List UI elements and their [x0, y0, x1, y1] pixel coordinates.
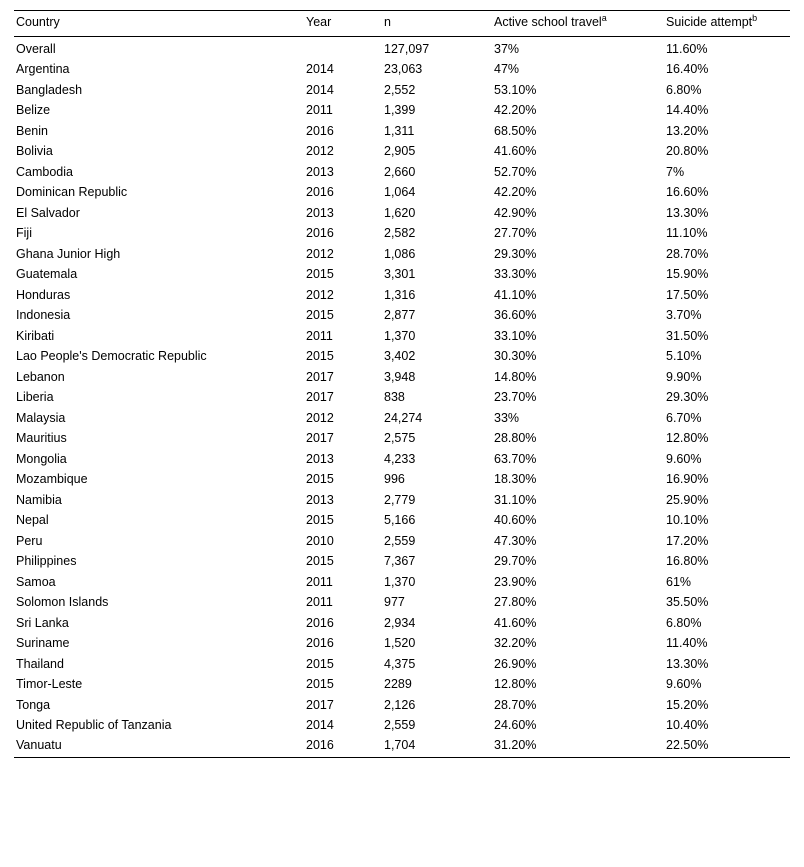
cell-n: 7,367 [384, 554, 416, 569]
cell-country: Malaysia [16, 410, 66, 425]
cell-active_school_travel: 29.30% [494, 246, 537, 261]
cell-country: Bolivia [16, 144, 53, 159]
cell-active_school_travel: 41.60% [494, 144, 537, 159]
table-row [14, 469, 790, 489]
cell-n: 977 [384, 595, 405, 610]
table-row [14, 571, 790, 591]
table-row [14, 612, 790, 632]
cell-n: 3,402 [384, 349, 416, 364]
cell-year: 2016 [306, 185, 334, 200]
cell-suicide_attempt: 13.20% [666, 123, 709, 138]
cell-n: 2,552 [384, 82, 416, 97]
cell-year: 2016 [306, 615, 334, 630]
cell-active_school_travel: 26.90% [494, 656, 537, 671]
cell-n: 3,301 [384, 267, 416, 282]
cell-suicide_attempt: 35.50% [666, 595, 709, 610]
table-row [14, 37, 790, 60]
cell-suicide_attempt: 28.70% [666, 246, 709, 261]
column-header-year [304, 11, 382, 37]
column-header-label: Suicide attempt [666, 15, 753, 29]
cell-active_school_travel: 27.80% [494, 595, 537, 610]
table-row [14, 59, 790, 79]
cell-year: 2012 [306, 410, 334, 425]
cell-year: 2017 [306, 390, 334, 405]
cell-active_school_travel: 42.90% [494, 205, 537, 220]
cell-year: 2015 [306, 554, 334, 569]
cell-active_school_travel: 47.30% [494, 533, 537, 548]
footnote-marker: b [752, 12, 758, 23]
cell-suicide_attempt: 11.10% [666, 226, 708, 241]
cell-country: Peru [16, 533, 43, 548]
cell-country: Samoa [16, 574, 56, 589]
cell-suicide_attempt: 15.90% [666, 267, 709, 282]
table-row [14, 551, 790, 571]
cell-year: 2011 [306, 328, 333, 343]
cell-suicide_attempt: 12.80% [666, 431, 709, 446]
table-row [14, 510, 790, 530]
cell-suicide_attempt: 17.20% [666, 533, 709, 548]
cell-country: Namibia [16, 492, 62, 507]
column-header-label: Year [306, 15, 332, 29]
cell-country: Mauritius [16, 431, 67, 446]
cell-year: 2015 [306, 472, 334, 487]
cell-n: 2289 [384, 677, 412, 692]
column-header-active_school_travel [492, 11, 664, 37]
cell-country: Mozambique [16, 472, 88, 487]
table-row [14, 121, 790, 141]
table-row [14, 448, 790, 468]
cell-n: 2,575 [384, 431, 416, 446]
cell-n: 2,660 [384, 164, 416, 179]
table-row [14, 633, 790, 653]
cell-suicide_attempt: 31.50% [666, 328, 709, 343]
table-row [14, 346, 790, 366]
cell-suicide_attempt: 6.70% [666, 410, 702, 425]
cell-n: 2,582 [384, 226, 416, 241]
cell-suicide_attempt: 14.40% [666, 103, 709, 118]
cell-year: 2017 [306, 369, 334, 384]
cell-suicide_attempt: 10.40% [666, 717, 709, 732]
cell-n: 1,620 [384, 205, 416, 220]
cell-n: 1,704 [382, 735, 492, 758]
cell-year: 2016 [306, 226, 334, 241]
cell-suicide_attempt: 16.80% [666, 554, 709, 569]
cell-active_school_travel: 42.20% [494, 103, 537, 118]
cell-active_school_travel: 53.10% [494, 82, 537, 97]
cell-n: 5,166 [384, 513, 416, 528]
cell-year: 2013 [306, 164, 334, 179]
cell-n: 4,233 [384, 451, 416, 466]
cell-country: Cambodia [16, 164, 73, 179]
column-header-label: Active school travel [494, 15, 602, 29]
cell-year: 2010 [306, 533, 334, 548]
cell-country: Philippines [16, 554, 77, 569]
cell-country: Tonga [16, 697, 51, 712]
country-statistics-table [14, 10, 790, 758]
cell-n: 127,097 [384, 42, 430, 56]
table-row [14, 285, 790, 305]
column-header-country [14, 11, 304, 37]
cell-active_school_travel: 40.60% [494, 513, 537, 528]
table-row [14, 244, 790, 264]
cell-year: 2014 [306, 717, 334, 732]
cell-suicide_attempt: 3.70% [666, 308, 702, 323]
cell-suicide_attempt: 6.80% [666, 615, 702, 630]
cell-active_school_travel: 23.70% [494, 390, 537, 405]
cell-country: Bangladesh [16, 82, 83, 97]
cell-suicide_attempt: 9.60% [666, 677, 702, 692]
table-header-row [14, 11, 790, 37]
cell-country: Guatemala [16, 267, 78, 282]
table-row [14, 141, 790, 161]
cell-active_school_travel: 41.10% [494, 287, 537, 302]
column-header-label: Country [16, 15, 60, 29]
cell-country: Liberia [16, 390, 54, 405]
cell-year: 2015 [306, 513, 334, 528]
cell-n: 1,520 [384, 636, 416, 651]
table-row [14, 387, 790, 407]
cell-year: 2016 [306, 123, 334, 138]
cell-country: Honduras [16, 287, 71, 302]
table-row [14, 203, 790, 223]
cell-n: 2,905 [384, 144, 416, 159]
cell-active_school_travel: 33% [494, 410, 520, 425]
cell-country: Vanuatu [14, 735, 304, 758]
cell-country: Kiribati [16, 328, 55, 343]
cell-n: 2,559 [384, 717, 416, 732]
cell-suicide_attempt: 15.20% [666, 697, 709, 712]
cell-active_school_travel: 28.70% [494, 697, 537, 712]
cell-active_school_travel: 47% [494, 62, 520, 77]
cell-active_school_travel: 14.80% [494, 369, 537, 384]
cell-active_school_travel: 41.60% [494, 615, 537, 630]
table-row [14, 592, 790, 612]
table-row [14, 530, 790, 550]
cell-suicide_attempt: 11.40% [666, 636, 708, 651]
cell-country: Ghana Junior High [16, 246, 121, 261]
cell-year: 2011 [306, 574, 333, 589]
cell-active_school_travel: 37% [494, 42, 520, 56]
cell-active_school_travel: 31.10% [494, 492, 537, 507]
cell-year: 2015 [306, 349, 334, 364]
table-row [14, 489, 790, 509]
cell-n: 24,274 [384, 410, 423, 425]
cell-year: 2014 [306, 82, 334, 97]
table-row [14, 182, 790, 202]
cell-country: Mongolia [16, 451, 67, 466]
cell-active_school_travel: 12.80% [494, 677, 537, 692]
cell-n: 23,063 [384, 62, 423, 77]
cell-suicide_attempt: 13.30% [666, 205, 709, 220]
column-header-label: n [384, 15, 391, 29]
table-row [14, 694, 790, 714]
table-row [14, 428, 790, 448]
cell-n: 1,399 [384, 103, 416, 118]
cell-year: 2016 [306, 636, 334, 651]
table-row [14, 715, 790, 735]
cell-country: Fiji [16, 226, 32, 241]
table-row [14, 162, 790, 182]
cell-year: 2013 [306, 492, 334, 507]
cell-n: 2,934 [384, 615, 416, 630]
cell-active_school_travel: 29.70% [494, 554, 537, 569]
table-row [14, 305, 790, 325]
footnote-marker: a [601, 12, 607, 23]
cell-n: 2,126 [384, 697, 416, 712]
cell-country: Solomon Islands [16, 595, 109, 610]
cell-year: 2012 [306, 287, 334, 302]
cell-n: 2,877 [384, 308, 416, 323]
cell-n: 1,370 [384, 328, 416, 343]
cell-suicide_attempt: 7% [666, 164, 685, 179]
cell-active_school_travel: 23.90% [494, 574, 537, 589]
table-row [14, 366, 790, 386]
cell-country: Nepal [16, 513, 49, 528]
table-row [14, 653, 790, 673]
cell-suicide_attempt: 20.80% [666, 144, 709, 159]
cell-year: 2015 [306, 677, 334, 692]
cell-suicide_attempt: 5.10% [666, 349, 702, 364]
cell-n: 2,559 [384, 533, 416, 548]
cell-active_school_travel: 42.20% [494, 185, 537, 200]
cell-active_school_travel: 52.70% [494, 164, 537, 179]
cell-active_school_travel: 28.80% [494, 431, 537, 446]
table-row [14, 264, 790, 284]
cell-year: 2013 [306, 451, 334, 466]
cell-n: 2,779 [384, 492, 416, 507]
cell-suicide_attempt: 6.80% [666, 82, 702, 97]
cell-country: Suriname [16, 636, 70, 651]
cell-country: Lao People's Democratic Republic [16, 349, 207, 364]
table-row [14, 223, 790, 243]
cell-n: 1,311 [384, 123, 415, 138]
cell-active_school_travel: 27.70% [494, 226, 537, 241]
table-body [14, 37, 790, 758]
table-row [14, 674, 790, 694]
cell-active_school_travel: 36.60% [494, 308, 537, 323]
cell-suicide_attempt: 16.60% [666, 185, 709, 200]
column-header-n [382, 11, 492, 37]
table-row [14, 407, 790, 427]
cell-suicide_attempt: 17.50% [666, 287, 709, 302]
cell-active_school_travel: 63.70% [494, 451, 537, 466]
cell-suicide_attempt: 22.50% [664, 735, 790, 758]
cell-active_school_travel: 24.60% [494, 717, 537, 732]
cell-n: 3,948 [384, 369, 416, 384]
cell-active_school_travel: 30.30% [494, 349, 537, 364]
cell-year: 2011 [306, 595, 333, 610]
cell-year: 2017 [306, 697, 334, 712]
cell-suicide_attempt: 25.90% [666, 492, 709, 507]
cell-year: 2017 [306, 431, 334, 446]
cell-active_school_travel: 33.30% [494, 267, 537, 282]
cell-suicide_attempt: 16.40% [666, 62, 709, 77]
cell-country: United Republic of Tanzania [16, 717, 172, 732]
cell-suicide_attempt: 13.30% [666, 656, 709, 671]
cell-country: Lebanon [16, 369, 65, 384]
cell-country: Sri Lanka [16, 615, 69, 630]
cell-country: Benin [16, 123, 48, 138]
table-row [14, 735, 790, 758]
cell-country: El Salvador [16, 205, 80, 220]
cell-suicide_attempt: 9.90% [666, 369, 702, 384]
cell-country: Indonesia [16, 308, 71, 323]
cell-year: 2015 [306, 656, 334, 671]
cell-year [304, 37, 382, 60]
cell-active_school_travel: 18.30% [494, 472, 537, 487]
cell-active_school_travel: 32.20% [494, 636, 537, 651]
cell-n: 996 [384, 472, 405, 487]
cell-year: 2016 [304, 735, 382, 758]
cell-suicide_attempt: 9.60% [666, 451, 702, 466]
cell-year: 2011 [306, 103, 333, 118]
table-row [14, 100, 790, 120]
cell-active_school_travel: 68.50% [494, 123, 537, 138]
table-row [14, 80, 790, 100]
cell-country: Argentina [16, 62, 70, 77]
cell-suicide_attempt: 61% [666, 574, 692, 589]
cell-n: 838 [384, 390, 405, 405]
cell-suicide_attempt: 10.10% [666, 513, 709, 528]
table-row [14, 325, 790, 345]
cell-country: Thailand [16, 656, 64, 671]
cell-year: 2014 [306, 62, 334, 77]
cell-n: 1,086 [384, 246, 416, 261]
cell-country: Dominican Republic [16, 185, 128, 200]
column-header-suicide_attempt [664, 11, 790, 37]
cell-active_school_travel: 31.20% [492, 735, 664, 758]
cell-year: 2013 [306, 205, 334, 220]
cell-year: 2015 [306, 308, 334, 323]
cell-country: Overall [16, 42, 56, 56]
cell-country: Timor-Leste [16, 677, 83, 692]
table-header [14, 11, 790, 37]
cell-active_school_travel: 33.10% [494, 328, 537, 343]
cell-n: 1,370 [384, 574, 416, 589]
cell-n: 1,064 [384, 185, 416, 200]
cell-n: 1,316 [384, 287, 416, 302]
cell-suicide_attempt: 29.30% [666, 390, 709, 405]
cell-suicide_attempt: 11.60% [666, 42, 708, 56]
cell-year: 2015 [306, 267, 334, 282]
cell-year: 2012 [306, 144, 334, 159]
cell-suicide_attempt: 16.90% [666, 472, 709, 487]
cell-year: 2012 [306, 246, 334, 261]
cell-n: 4,375 [384, 656, 416, 671]
cell-country: Belize [16, 103, 51, 118]
